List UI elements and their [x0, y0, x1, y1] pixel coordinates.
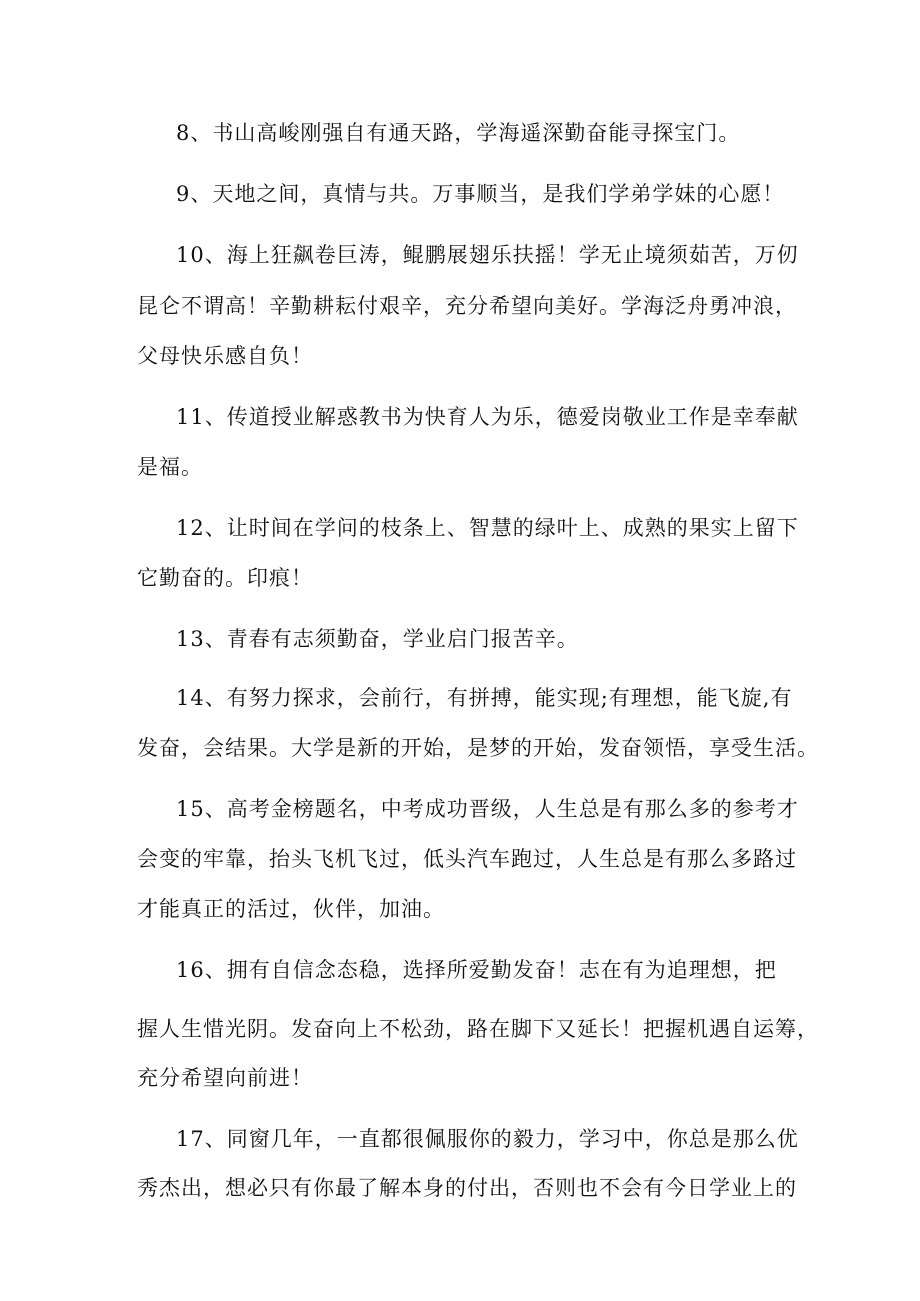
paragraph-15-line-3: 才能真正的活过，伙伴，加油。 — [137, 897, 445, 921]
paragraph-10-line-1: 10、海上狂飙卷巨涛，鲲鹏展翅乐扶摇！学无止境须茹苦，万仞 — [176, 243, 799, 267]
paragraph-9-line-1: 9、天地之间，真情与共。万事顺当，是我们学弟学妹的心愿！ — [176, 182, 785, 206]
paragraph-17-line-1: 17、同窗几年，一直都很佩服你的毅力，学习中，你总是那么优 — [176, 1127, 799, 1151]
paragraph-12-line-2: 它勤奋的。印痕！ — [137, 566, 313, 590]
paragraph-16-line-1: 16、拥有自信念态稳，选择所爱勤发奋！志在有为追理想，把 — [176, 958, 777, 982]
paragraph-16-line-3: 充分希望向前进！ — [137, 1066, 313, 1090]
paragraph-10-line-3: 父母快乐感自负！ — [137, 344, 313, 368]
paragraph-14-line-2: 发奋，会结果。大学是新的开始，是梦的开始，发奋领悟，享受生活。 — [137, 736, 819, 760]
paragraph-17-line-2: 秀杰出，想必只有你最了解本身的付出，否则也不会有今日学业上的 — [137, 1176, 797, 1200]
paragraph-16-line-2: 握人生惜光阴。发奋向上不松劲，路在脚下又延长！把握机遇自运筹， — [137, 1017, 819, 1041]
paragraph-12-line-1: 12、让时间在学问的枝条上、智慧的绿叶上、成熟的果实上留下 — [176, 516, 799, 540]
paragraph-10-line-2: 昆仑不谓高！辛勤耕耘付艰辛，充分希望向美好。学海泛舟勇冲浪， — [137, 294, 797, 318]
paragraph-15-line-2: 会变的牢靠，抬头飞机飞过，低头汽车跑过，人生总是有那么多路过 — [137, 847, 797, 871]
paragraph-15-line-1: 15、高考金榜题名，中考成功晋级，人生总是有那么多的参考才 — [176, 797, 799, 821]
paragraph-8-line-1: 8、书山高峻刚强自有通天路，学海遥深勤奋能寻探宝门。 — [176, 121, 741, 145]
paragraph-11-line-2: 是福。 — [137, 455, 203, 479]
paragraph-13-line-1: 13、青春有志须勤奋，学业启门报苦辛。 — [176, 627, 579, 651]
paragraph-11-line-1: 11、传道授业解惑教书为快育人为乐，德爱岗敬业工作是幸奉献 — [176, 405, 799, 429]
paragraph-14-line-1: 14、有努力探求，会前行，有拼搏，能实现;有理想，能飞旋,有 — [176, 686, 793, 710]
